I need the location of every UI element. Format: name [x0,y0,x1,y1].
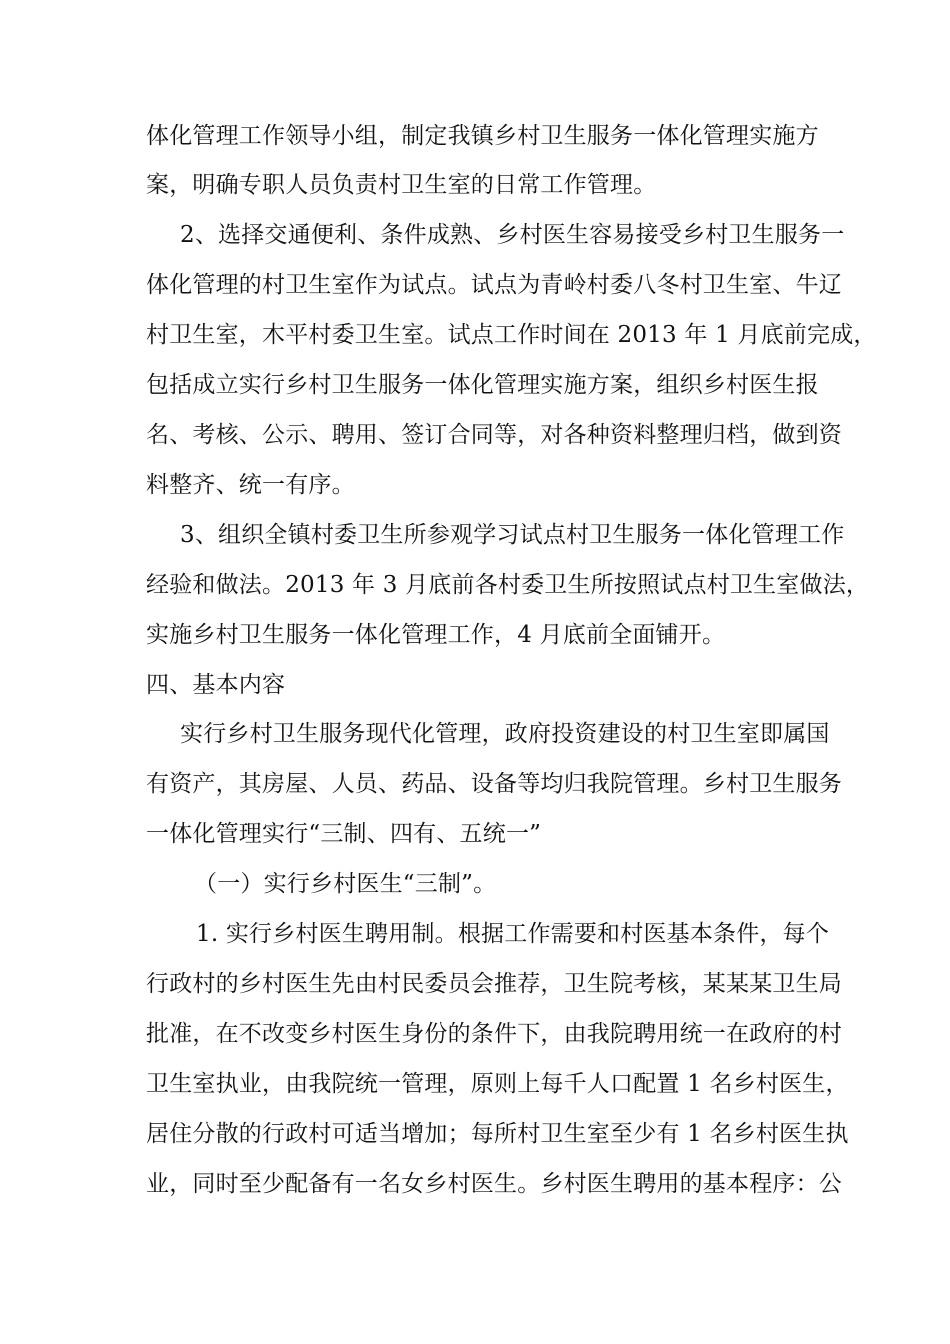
text-line-9: 3、组织全镇村委卫生所参观学习试点村卫生服务一体化管理工作 [180,522,845,548]
text-line-10: 经验和做法。2013 年 3 月底前各村委卫生所按照试点村卫生室做法， [146,572,870,598]
text-line-20: 卫生室执业，由我院统一管理，原则上每千人口配置 1 名乡村医生， [146,1071,849,1097]
section-heading: 四、基本内容 [146,672,286,698]
text-line-13: 实行乡村卫生服务现代化管理，政府投资建设的村卫生室即属国 [180,721,830,747]
text-line-21: 居住分散的行政村可适当增加；每所村卫生室至少有 1 名乡村医生执 [146,1121,849,1147]
text-line-15: 一体化管理实行“三制、四有、五统一” [146,821,542,847]
text-line-7: 名、考核、公示、聘用、签订合同等，对各种资料整理归档，做到资 [146,422,842,448]
text-line-4: 体化管理的村卫生室作为试点。试点为青岭村委八冬村卫生室、牛辽 [146,272,842,298]
text-line-3: 2、选择交通便利、条件成熟、乡村医生容易接受乡村卫生服务一 [180,222,845,248]
text-line-2: 案，明确专职人员负责村卫生室的日常工作管理。 [146,172,657,198]
text-line-1: 体化管理工作领导小组，制定我镇乡村卫生服务一体化管理实施方 [146,123,819,149]
text-line-6: 包括成立实行乡村卫生服务一体化管理实施方案，组织乡村医生报 [146,372,819,398]
text-line-8: 料整齐、统一有序。 [146,472,355,498]
text-line-22: 业，同时至少配备有一名女乡村医生。乡村医生聘用的基本程序：公 [146,1171,842,1197]
text-line-17: 1. 实行乡村医生聘用制。根据工作需要和村医基本条件，每个 [196,921,830,947]
text-line-18: 行政村的乡村医生先由村民委员会推荐，卫生院考核，某某某卫生局 [146,971,842,997]
subsection-heading: （一）实行乡村医生“三制”。 [194,871,497,897]
text-line-19: 批准，在不改变乡村医生身份的条件下，由我院聘用统一在政府的村 [146,1021,842,1047]
text-line-5: 村卫生室，木平村委卫生室。试点工作时间在 2013 年 1 月底前完成， [146,322,877,348]
text-line-11: 实施乡村卫生服务一体化管理工作，4 月底前全面铺开。 [146,622,726,648]
text-line-14: 有资产，其房屋、人员、药品、设备等均归我院管理。乡村卫生服务 [146,771,842,797]
